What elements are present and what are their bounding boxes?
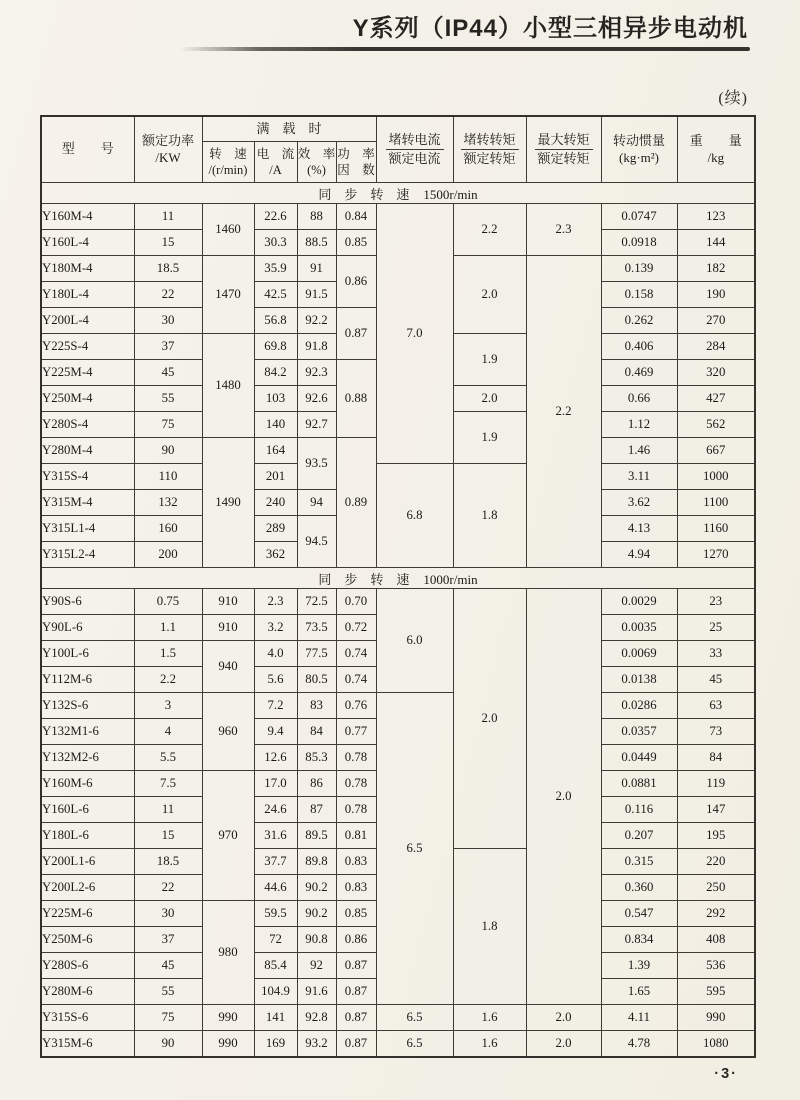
value-cell: 250 — [677, 875, 755, 901]
value-cell: 75 — [134, 412, 202, 438]
value-cell: 0.83 — [336, 849, 376, 875]
value-cell: 24.6 — [254, 797, 297, 823]
value-cell: 0.74 — [336, 667, 376, 693]
value-cell: 35.9 — [254, 256, 297, 282]
model-cell: Y180L-6 — [41, 823, 134, 849]
value-cell: 45 — [677, 667, 755, 693]
value-cell: 55 — [134, 979, 202, 1005]
header-power-factor-line2: 因 数 — [337, 163, 375, 177]
header-current-line2: /A — [269, 163, 282, 177]
value-cell: 2.0 — [526, 589, 601, 1005]
table-row — [41, 693, 755, 719]
value-cell: 73 — [677, 719, 755, 745]
value-cell: 1490 — [202, 438, 254, 568]
value-cell: 84 — [297, 719, 336, 745]
value-cell: 92.3 — [297, 360, 336, 386]
model-cell: Y160M-6 — [41, 771, 134, 797]
value-cell: 103 — [254, 386, 297, 412]
value-cell: 94.5 — [297, 516, 336, 568]
value-cell: 90 — [134, 1031, 202, 1058]
value-cell: 190 — [677, 282, 755, 308]
model-cell: Y250M-4 — [41, 386, 134, 412]
section-speed-label: 1500r/min — [423, 186, 478, 202]
header-locked-rotor-torque-ratio — [453, 116, 526, 183]
value-cell: 69.8 — [254, 334, 297, 360]
value-cell: 1.9 — [453, 334, 526, 386]
value-cell: 0.81 — [336, 823, 376, 849]
value-cell: 144 — [677, 230, 755, 256]
value-cell: 0.78 — [336, 797, 376, 823]
value-cell: 87 — [297, 797, 336, 823]
model-cell: Y315S-4 — [41, 464, 134, 490]
value-cell: 22 — [134, 875, 202, 901]
value-cell: 104.9 — [254, 979, 297, 1005]
value-cell: 56.8 — [254, 308, 297, 334]
model-cell: Y180M-4 — [41, 256, 134, 282]
value-cell: 0.84 — [336, 204, 376, 230]
value-cell: 91.6 — [297, 979, 336, 1005]
page-title: Y系列（IP44）小型三相异步电动机 — [352, 15, 748, 42]
value-cell: 5.5 — [134, 745, 202, 771]
header-efficiency-line2: (%) — [307, 163, 326, 177]
value-cell: 0.139 — [601, 256, 677, 282]
value-cell: 72 — [254, 927, 297, 953]
value-cell: 37 — [134, 927, 202, 953]
header-rated-power-line2: /KW — [155, 149, 181, 165]
value-cell: 1270 — [677, 542, 755, 568]
table-row — [41, 1005, 755, 1031]
value-cell: 1100 — [677, 490, 755, 516]
model-cell: Y225M-4 — [41, 360, 134, 386]
value-cell: 0.87 — [336, 1005, 376, 1031]
value-cell: 0.74 — [336, 641, 376, 667]
value-cell: 141 — [254, 1005, 297, 1031]
header-weight — [677, 116, 755, 183]
value-cell: 89.5 — [297, 823, 336, 849]
header-current-line1: 电 流 — [256, 146, 295, 161]
header-efficiency-line1: 效 率 — [297, 146, 336, 161]
value-cell: 7.5 — [134, 771, 202, 797]
model-cell: Y200L-4 — [41, 308, 134, 334]
value-cell: 75 — [134, 1005, 202, 1031]
section-header-cell — [41, 183, 755, 204]
header-speed — [202, 142, 254, 183]
header-rated-power — [134, 116, 202, 183]
value-cell: 0.262 — [601, 308, 677, 334]
value-cell: 289 — [254, 516, 297, 542]
value-cell: 6.5 — [376, 693, 453, 1005]
header-lrc-numerator: 堵转电流 — [386, 132, 444, 150]
value-cell: 1160 — [677, 516, 755, 542]
value-cell: 1.65 — [601, 979, 677, 1005]
value-cell: 0.406 — [601, 334, 677, 360]
model-cell: Y132M1-6 — [41, 719, 134, 745]
value-cell: 1080 — [677, 1031, 755, 1058]
value-cell: 270 — [677, 308, 755, 334]
header-power-factor-line1: 功 率 — [337, 146, 375, 161]
value-cell: 59.5 — [254, 901, 297, 927]
value-cell: 0.0747 — [601, 204, 677, 230]
value-cell: 86 — [297, 771, 336, 797]
model-cell: Y315L1-4 — [41, 516, 134, 542]
value-cell: 73.5 — [297, 615, 336, 641]
value-cell: 33 — [677, 641, 755, 667]
value-cell: 1.8 — [453, 849, 526, 1005]
value-cell: 31.6 — [254, 823, 297, 849]
model-cell: Y90L-6 — [41, 615, 134, 641]
model-cell: Y160L-6 — [41, 797, 134, 823]
model-cell: Y160L-4 — [41, 230, 134, 256]
header-speed-line1: 转 速 — [209, 146, 247, 161]
value-cell: 84.2 — [254, 360, 297, 386]
value-cell: 15 — [134, 823, 202, 849]
value-cell: 110 — [134, 464, 202, 490]
value-cell: 4.0 — [254, 641, 297, 667]
value-cell: 1.8 — [453, 464, 526, 568]
header-maxt-numerator: 最大转矩 — [535, 132, 593, 150]
page-number: ·3· — [714, 1066, 738, 1082]
value-cell: 0.70 — [336, 589, 376, 615]
value-cell: 37.7 — [254, 849, 297, 875]
value-cell: 11 — [134, 204, 202, 230]
model-cell: Y132S-6 — [41, 693, 134, 719]
value-cell: 990 — [202, 1005, 254, 1031]
value-cell: 6.5 — [376, 1005, 453, 1031]
value-cell: 90.2 — [297, 901, 336, 927]
value-cell: 0.78 — [336, 771, 376, 797]
value-cell: 17.0 — [254, 771, 297, 797]
value-cell: 0.83 — [336, 875, 376, 901]
value-cell: 91.5 — [297, 282, 336, 308]
value-cell: 0.0029 — [601, 589, 677, 615]
value-cell: 160 — [134, 516, 202, 542]
value-cell: 30 — [134, 308, 202, 334]
header-inertia — [601, 116, 677, 183]
value-cell: 90.2 — [297, 875, 336, 901]
value-cell: 11 — [134, 797, 202, 823]
value-cell: 595 — [677, 979, 755, 1005]
header-efficiency — [297, 142, 336, 183]
value-cell: 4.78 — [601, 1031, 677, 1058]
value-cell: 83 — [297, 693, 336, 719]
model-cell: Y160M-4 — [41, 204, 134, 230]
value-cell: 562 — [677, 412, 755, 438]
value-cell: 980 — [202, 901, 254, 1005]
value-cell: 427 — [677, 386, 755, 412]
value-cell: 4 — [134, 719, 202, 745]
value-cell: 0.834 — [601, 927, 677, 953]
value-cell: 164 — [254, 438, 297, 464]
value-cell: 2.0 — [526, 1031, 601, 1058]
value-cell: 45 — [134, 360, 202, 386]
table-row — [41, 1031, 755, 1058]
value-cell: 2.2 — [453, 204, 526, 256]
value-cell: 3.62 — [601, 490, 677, 516]
value-cell: 3 — [134, 693, 202, 719]
value-cell: 25 — [677, 615, 755, 641]
value-cell: 4.94 — [601, 542, 677, 568]
value-cell: 0.87 — [336, 308, 376, 360]
header-full-load: 满 载 时 — [202, 116, 376, 142]
value-cell: 88.5 — [297, 230, 336, 256]
title-underline-rule — [180, 47, 750, 51]
value-cell: 0.78 — [336, 745, 376, 771]
value-cell: 990 — [202, 1031, 254, 1058]
value-cell: 0.0449 — [601, 745, 677, 771]
header-inertia-line2: (kg·m²) — [619, 149, 660, 165]
motor-spec-table — [40, 115, 756, 1058]
value-cell: 0.88 — [336, 360, 376, 438]
value-cell: 3.2 — [254, 615, 297, 641]
value-cell: 536 — [677, 953, 755, 979]
value-cell: 0.86 — [336, 927, 376, 953]
value-cell: 0.360 — [601, 875, 677, 901]
value-cell: 12.6 — [254, 745, 297, 771]
value-cell: 1.46 — [601, 438, 677, 464]
value-cell: 990 — [677, 1005, 755, 1031]
value-cell: 0.158 — [601, 282, 677, 308]
value-cell: 0.87 — [336, 979, 376, 1005]
value-cell: 3.11 — [601, 464, 677, 490]
value-cell: 1.6 — [453, 1031, 526, 1058]
value-cell: 6.0 — [376, 589, 453, 693]
value-cell: 182 — [677, 256, 755, 282]
value-cell: 0.75 — [134, 589, 202, 615]
model-cell: Y225S-4 — [41, 334, 134, 360]
value-cell: 970 — [202, 771, 254, 901]
value-cell: 6.8 — [376, 464, 453, 568]
model-cell: Y280S-6 — [41, 953, 134, 979]
value-cell: 220 — [677, 849, 755, 875]
value-cell: 85.4 — [254, 953, 297, 979]
value-cell: 667 — [677, 438, 755, 464]
header-current — [254, 142, 297, 183]
value-cell: 1000 — [677, 464, 755, 490]
value-cell: 85.3 — [297, 745, 336, 771]
value-cell: 940 — [202, 641, 254, 693]
value-cell: 90.8 — [297, 927, 336, 953]
value-cell: 4.11 — [601, 1005, 677, 1031]
value-cell: 42.5 — [254, 282, 297, 308]
header-rated-power-line1: 额定功率 — [141, 132, 194, 148]
value-cell: 0.86 — [336, 256, 376, 308]
value-cell: 1470 — [202, 256, 254, 334]
value-cell: 0.207 — [601, 823, 677, 849]
value-cell: 72.5 — [297, 589, 336, 615]
value-cell: 22 — [134, 282, 202, 308]
value-cell: 0.0035 — [601, 615, 677, 641]
value-cell: 94 — [297, 490, 336, 516]
value-cell: 292 — [677, 901, 755, 927]
value-cell: 2.2 — [526, 256, 601, 568]
value-cell: 0.116 — [601, 797, 677, 823]
header-weight-line1: 重 量 — [689, 132, 742, 148]
value-cell: 5.6 — [254, 667, 297, 693]
section-label: 同 步 转 速 — [318, 571, 410, 587]
value-cell: 45 — [134, 953, 202, 979]
model-cell: Y180L-4 — [41, 282, 134, 308]
value-cell: 77.5 — [297, 641, 336, 667]
value-cell: 123 — [677, 204, 755, 230]
value-cell: 140 — [254, 412, 297, 438]
value-cell: 7.2 — [254, 693, 297, 719]
value-cell: 18.5 — [134, 849, 202, 875]
value-cell: 92 — [297, 953, 336, 979]
model-cell: Y112M-6 — [41, 667, 134, 693]
value-cell: 1.9 — [453, 412, 526, 464]
value-cell: 201 — [254, 464, 297, 490]
model-cell: Y315S-6 — [41, 1005, 134, 1031]
value-cell: 92.2 — [297, 308, 336, 334]
value-cell: 6.5 — [376, 1031, 453, 1058]
value-cell: 1480 — [202, 334, 254, 438]
value-cell: 1.12 — [601, 412, 677, 438]
value-cell: 2.2 — [134, 667, 202, 693]
value-cell: 1.6 — [453, 1005, 526, 1031]
value-cell: 1.1 — [134, 615, 202, 641]
value-cell: 90 — [134, 438, 202, 464]
table-row — [41, 204, 755, 230]
value-cell: 80.5 — [297, 667, 336, 693]
value-cell: 2.3 — [254, 589, 297, 615]
model-cell: Y250M-6 — [41, 927, 134, 953]
header-max-torque-ratio — [526, 116, 601, 183]
value-cell: 1.39 — [601, 953, 677, 979]
value-cell: 7.0 — [376, 204, 453, 464]
header-maxt-denominator: 额定转矩 — [537, 151, 590, 166]
value-cell: 0.85 — [336, 901, 376, 927]
value-cell: 15 — [134, 230, 202, 256]
value-cell: 30.3 — [254, 230, 297, 256]
header-inertia-line1: 转动惯量 — [613, 132, 666, 148]
value-cell: 200 — [134, 542, 202, 568]
value-cell: 92.7 — [297, 412, 336, 438]
model-cell: Y280M-4 — [41, 438, 134, 464]
model-cell: Y132M2-6 — [41, 745, 134, 771]
model-cell: Y280M-6 — [41, 979, 134, 1005]
section-header-row — [41, 568, 755, 589]
model-cell: Y315M-6 — [41, 1031, 134, 1058]
model-cell: Y225M-6 — [41, 901, 134, 927]
value-cell: 9.4 — [254, 719, 297, 745]
value-cell: 284 — [677, 334, 755, 360]
value-cell: 0.0357 — [601, 719, 677, 745]
value-cell: 320 — [677, 360, 755, 386]
value-cell: 23 — [677, 589, 755, 615]
section-header-row — [41, 183, 755, 204]
value-cell: 37 — [134, 334, 202, 360]
model-cell: Y90S-6 — [41, 589, 134, 615]
value-cell: 91.8 — [297, 334, 336, 360]
value-cell: 362 — [254, 542, 297, 568]
header-weight-line2: /kg — [707, 149, 725, 165]
value-cell: 2.0 — [526, 1005, 601, 1031]
value-cell: 30 — [134, 901, 202, 927]
model-cell: Y200L2-6 — [41, 875, 134, 901]
table-row — [41, 589, 755, 615]
value-cell: 63 — [677, 693, 755, 719]
value-cell: 0.72 — [336, 615, 376, 641]
value-cell: 92.8 — [297, 1005, 336, 1031]
value-cell: 93.2 — [297, 1031, 336, 1058]
value-cell: 0.66 — [601, 386, 677, 412]
value-cell: 0.0286 — [601, 693, 677, 719]
value-cell: 0.89 — [336, 438, 376, 568]
value-cell: 2.3 — [526, 204, 601, 256]
value-cell: 92.6 — [297, 386, 336, 412]
model-cell: Y280S-4 — [41, 412, 134, 438]
header-power-factor — [336, 142, 376, 183]
value-cell: 0.0881 — [601, 771, 677, 797]
value-cell: 89.8 — [297, 849, 336, 875]
value-cell: 132 — [134, 490, 202, 516]
value-cell: 2.0 — [453, 256, 526, 334]
value-cell: 2.0 — [453, 589, 526, 849]
value-cell: 0.85 — [336, 230, 376, 256]
table-row — [41, 464, 755, 490]
model-cell: Y315L2-4 — [41, 542, 134, 568]
value-cell: 0.77 — [336, 719, 376, 745]
value-cell: 84 — [677, 745, 755, 771]
value-cell: 18.5 — [134, 256, 202, 282]
value-cell: 195 — [677, 823, 755, 849]
value-cell: 4.13 — [601, 516, 677, 542]
value-cell: 169 — [254, 1031, 297, 1058]
model-cell: Y315M-4 — [41, 490, 134, 516]
value-cell: 55 — [134, 386, 202, 412]
value-cell: 147 — [677, 797, 755, 823]
value-cell: 88 — [297, 204, 336, 230]
value-cell: 93.5 — [297, 438, 336, 490]
section-header-cell — [41, 568, 755, 589]
value-cell: 0.87 — [336, 1031, 376, 1058]
value-cell: 0.87 — [336, 953, 376, 979]
value-cell: 0.0138 — [601, 667, 677, 693]
value-cell: 1.5 — [134, 641, 202, 667]
header-lrt-numerator: 堵转转矩 — [461, 132, 519, 150]
header-locked-rotor-current-ratio — [376, 116, 453, 183]
section-speed-label: 1000r/min — [423, 571, 478, 587]
value-cell: 2.0 — [453, 386, 526, 412]
header-speed-line2: /(r/min) — [208, 163, 248, 177]
value-cell: 910 — [202, 589, 254, 615]
value-cell: 408 — [677, 927, 755, 953]
value-cell: 44.6 — [254, 875, 297, 901]
header-lrt-denominator: 额定转矩 — [463, 151, 516, 166]
value-cell: 0.76 — [336, 693, 376, 719]
section-label: 同 步 转 速 — [318, 186, 410, 202]
value-cell: 0.315 — [601, 849, 677, 875]
value-cell: 0.0069 — [601, 641, 677, 667]
value-cell: 1460 — [202, 204, 254, 256]
value-cell: 910 — [202, 615, 254, 641]
model-cell: Y200L1-6 — [41, 849, 134, 875]
value-cell: 960 — [202, 693, 254, 771]
model-cell: Y100L-6 — [41, 641, 134, 667]
header-lrc-denominator: 额定电流 — [388, 151, 441, 166]
value-cell: 240 — [254, 490, 297, 516]
value-cell: 0.0918 — [601, 230, 677, 256]
table-body — [41, 183, 755, 1058]
header-model: 型 号 — [41, 116, 134, 183]
value-cell: 91 — [297, 256, 336, 282]
value-cell: 119 — [677, 771, 755, 797]
continued-label: (续) — [718, 90, 748, 107]
value-cell: 22.6 — [254, 204, 297, 230]
value-cell: 0.469 — [601, 360, 677, 386]
value-cell: 0.547 — [601, 901, 677, 927]
